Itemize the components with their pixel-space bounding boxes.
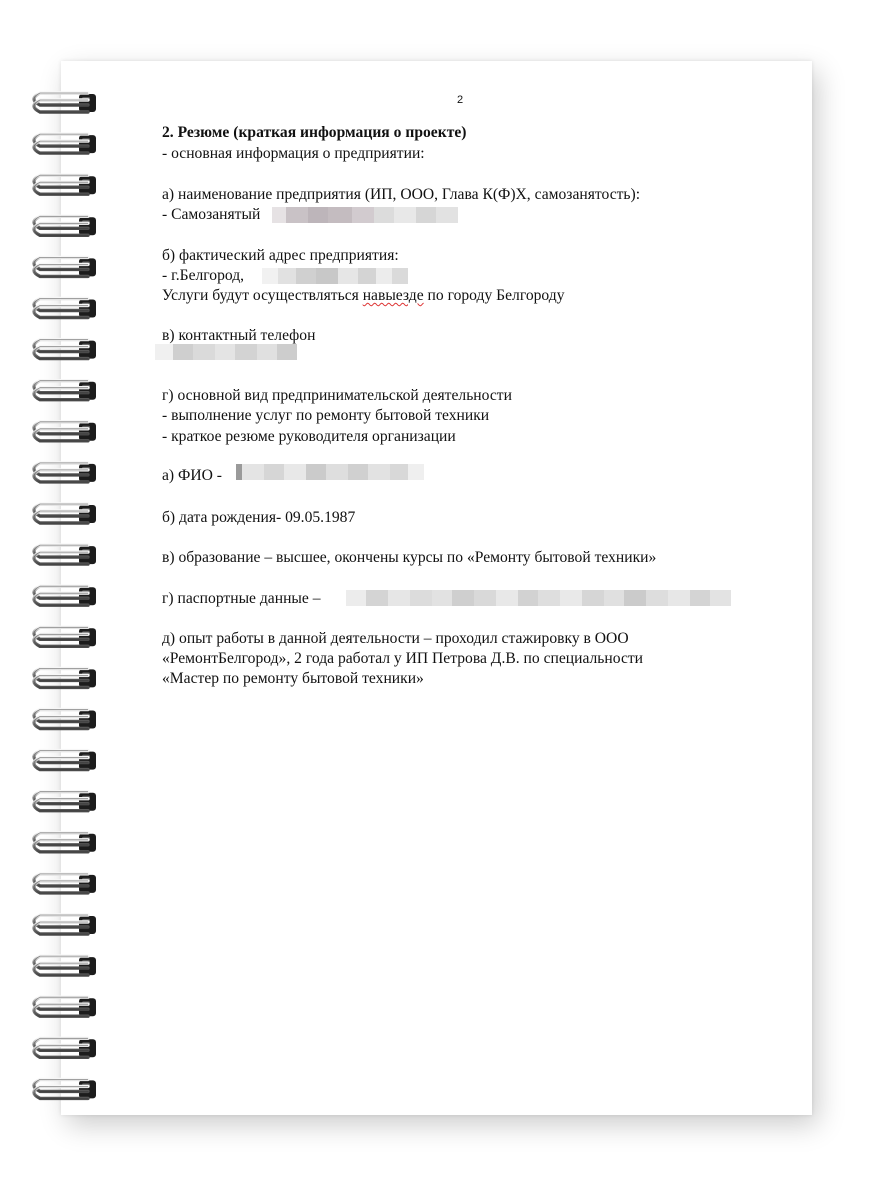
- experience-line-2: «РемонтБелгород», 2 года работал у ИП Петрова Д.В. по специальности: [162, 650, 644, 667]
- spiral-ring-icon: [34, 710, 96, 729]
- spiral-ring-icon: [34, 956, 96, 975]
- redacted-phone: [155, 344, 297, 360]
- spiral-ring-icon: [34, 175, 96, 194]
- phone-label: в) контактный телефон: [162, 327, 316, 344]
- passport-label: г) паспортные данные –: [162, 590, 321, 607]
- services-text-after: по городу Белгороду: [423, 287, 565, 304]
- spiral-ring-icon: [34, 257, 96, 276]
- spiral-ring-icon: [34, 833, 96, 852]
- redacted-address: [262, 268, 408, 284]
- birth-date: б) дата рождения- 09.05.1987: [162, 509, 356, 526]
- spiral-ring-icon: [34, 751, 96, 770]
- redacted-passport: [346, 590, 733, 606]
- activity-value: - выполнение услуг по ремонту бытовой техники: [162, 407, 490, 424]
- redacted-fio: [236, 464, 424, 480]
- experience-line-1: д) опыт работы в данной деятельности – проходил стажировку в ООО: [162, 630, 629, 647]
- spiral-ring-icon: [34, 1079, 96, 1098]
- manager-summary-label: - краткое резюме руководителя организации: [162, 428, 456, 445]
- spiral-binding: [0, 0, 120, 1200]
- spiral-ring-icon: [34, 874, 96, 893]
- basic-info-line: - основная информация о предприятии:: [162, 145, 425, 162]
- spiral-ring-icon: [34, 422, 96, 441]
- activity-label: г) основной вид предпринимательской деятельности: [162, 387, 512, 404]
- spiral-ring-icon: [34, 997, 96, 1016]
- page-number: 2: [457, 94, 464, 106]
- address-label: б) фактический адрес предприятия:: [162, 247, 399, 264]
- spiral-ring-icon: [34, 299, 96, 318]
- redacted-name: [272, 207, 458, 223]
- spiral-ring-icon: [34, 340, 96, 359]
- spiral-ring-icon: [34, 792, 96, 811]
- spiral-ring-icon: [34, 586, 96, 605]
- address-value: - г.Белгород,: [162, 267, 245, 284]
- enterprise-name-label: а) наименование предприятия (ИП, ООО, Глава К(Ф)Х, самозанятость):: [162, 186, 641, 203]
- spiral-ring-icon: [34, 545, 96, 564]
- spiral-ring-icon: [34, 915, 96, 934]
- spiral-ring-icon: [34, 216, 96, 235]
- spiral-ring-icon: [34, 381, 96, 400]
- spiral-ring-icon: [34, 93, 96, 112]
- fio-label: а) ФИО -: [162, 467, 222, 484]
- spiral-ring-icon: [34, 668, 96, 687]
- spiral-ring-icon: [34, 1038, 96, 1057]
- education: в) образование – высшее, окончены курсы по «Ремонту бытовой техники»: [162, 549, 657, 566]
- spiral-ring-icon: [34, 134, 96, 153]
- spiral-ring-icon: [34, 463, 96, 482]
- services-text-before: Услуги будут осуществляться: [162, 287, 363, 304]
- section-heading: 2. Резюме (краткая информация о проекте): [162, 124, 467, 141]
- enterprise-name-value: - Самозанятый: [162, 206, 261, 223]
- services-line: [162, 287, 565, 305]
- experience-line-3: «Мастер по ремонту бытовой техники»: [162, 670, 424, 687]
- misspelled-word: навыезде: [362, 287, 424, 304]
- spiral-ring-icon: [34, 627, 96, 646]
- spiral-ring-icon: [34, 504, 96, 523]
